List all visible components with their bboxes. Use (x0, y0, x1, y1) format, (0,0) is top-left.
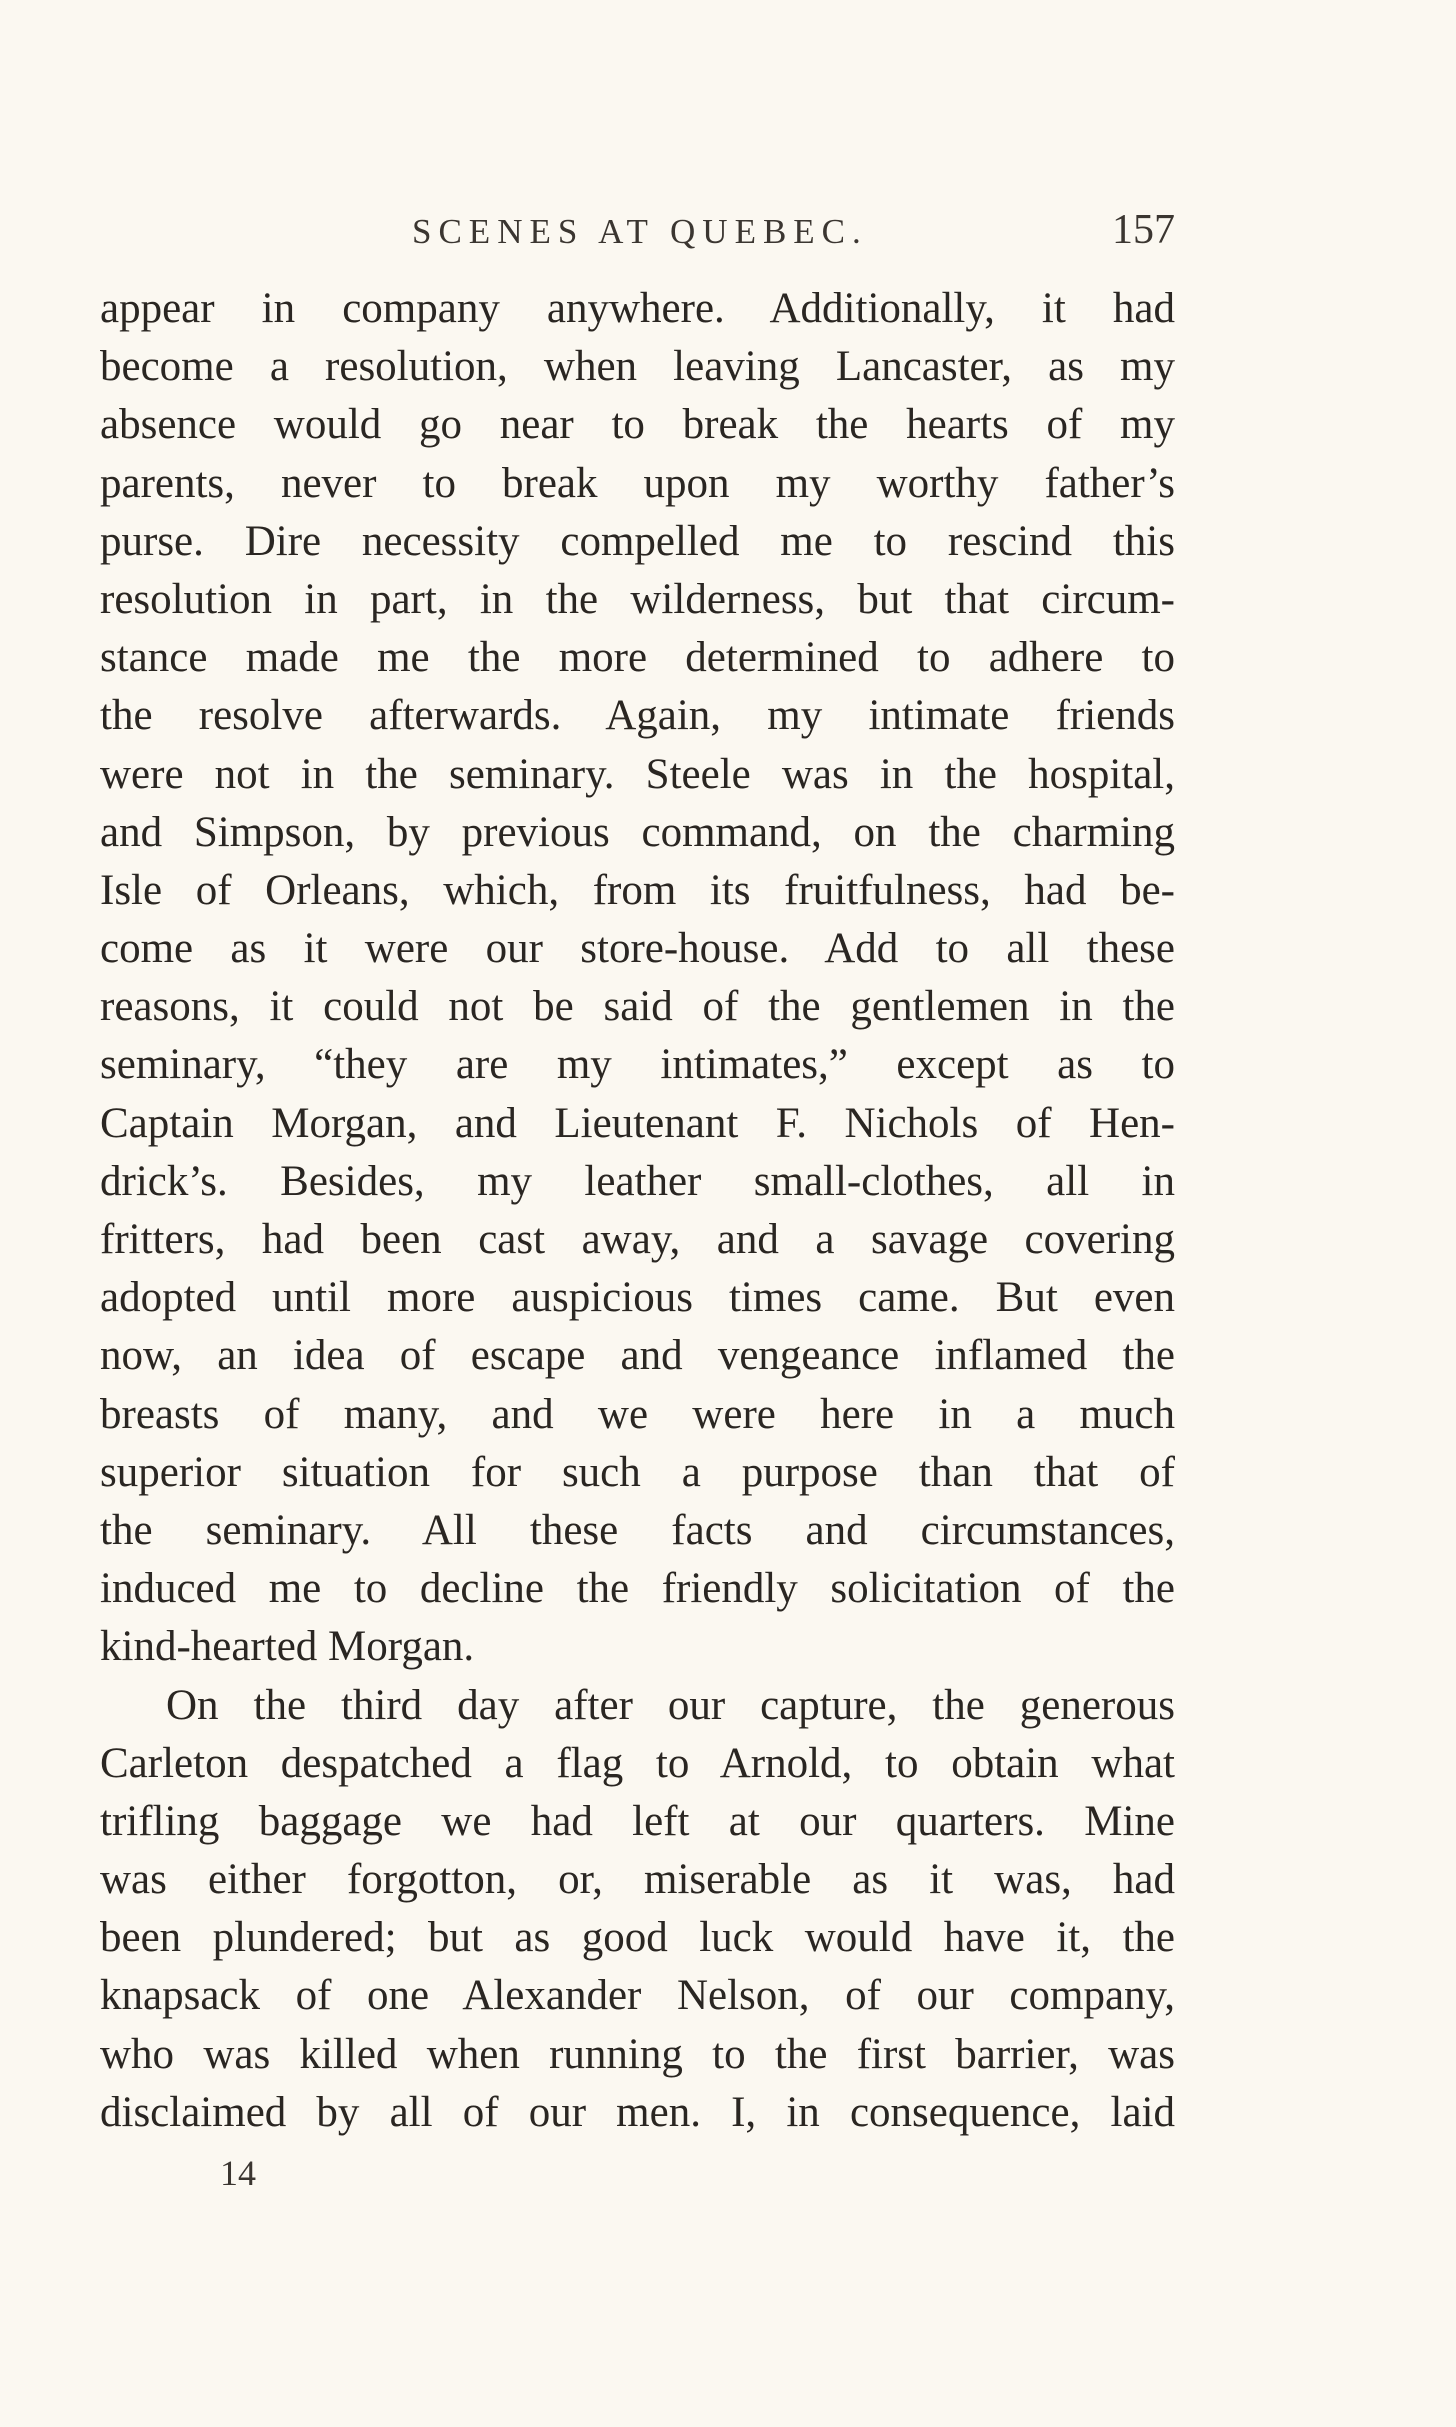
body-text (100, 280, 1175, 2142)
text-line: purse. Dire necessity compelled me to rescind this (100, 517, 1175, 565)
text-line: appear in company anywhere. Additionally, it had (100, 285, 1175, 332)
text-line: now, an idea of escape and vengeance inflamed the (100, 1332, 1175, 1380)
text-line: superior situation for such a purpose than that of (100, 1448, 1175, 1496)
text-line: breasts of many, and we were here in a much (100, 1390, 1175, 1438)
text-line: was either forgotton, or, miserable as it was, had (100, 1856, 1175, 1904)
running-title: SCENES AT QUEBEC. (412, 212, 868, 251)
text-line: become a resolution, when leaving Lancaster, as my (100, 343, 1175, 391)
text-line: knapsack of one Alexander Nelson, of our company, (100, 1972, 1175, 2020)
text-line: Isle of Orleans, which, from its fruitfulness, had be- (100, 866, 1175, 914)
text-line: On the third day after our capture, the generous (166, 1681, 1175, 1729)
text-line: disclaimed by all of our men. I, in consequence, laid (100, 2088, 1175, 2136)
text-line: fritters, had been cast away, and a savage covering (100, 1216, 1175, 1263)
text-line: Carleton despatched a flag to Arnold, to obtain what (100, 1739, 1175, 1787)
text-line: trifling baggage we had left at our quarters. Mine (100, 1797, 1175, 1845)
text-line: reasons, it could not be said of the gentlemen in the (100, 983, 1175, 1031)
text-line: seminary, “they are my intimates,” except as to (100, 1041, 1175, 1089)
text-line: stance made me the more determined to adhere to (100, 634, 1175, 682)
text-line: drick’s. Besides, my leather small-clothes, all in (100, 1157, 1175, 1205)
text-line: parents, never to break upon my worthy father’s (100, 459, 1175, 507)
signature-mark: 14 (220, 2153, 256, 2193)
text-line: the seminary. All these facts and circumstances, (100, 1506, 1175, 1554)
text-line: and Simpson, by previous command, on the charming (100, 808, 1175, 856)
text-line: the resolve afterwards. Again, my intimate friends (100, 692, 1175, 740)
text-line: were not in the seminary. Steele was in the hospital, (100, 750, 1175, 798)
text-line: resolution in part, in the wilderness, but that circum- (100, 575, 1175, 623)
text-line: absence would go near to break the hearts of my (100, 401, 1175, 449)
text-line: induced me to decline the friendly solicitation of the (100, 1565, 1175, 1613)
text-line: kind-hearted Morgan. (100, 1623, 475, 1671)
text-line: adopted until more auspicious times came. But even (100, 1274, 1175, 1322)
page-number: 157 (1112, 207, 1175, 253)
running-head (100, 202, 1175, 262)
text-line: Captain Morgan, and Lieutenant F. Nichols of Hen- (100, 1099, 1175, 1147)
text-line: been plundered; but as good luck would have it, the (100, 1914, 1175, 1962)
text-line: come as it were our store-house. Add to all these (100, 925, 1175, 973)
text-line: who was killed when running to the first barrier, was (100, 2030, 1175, 2078)
